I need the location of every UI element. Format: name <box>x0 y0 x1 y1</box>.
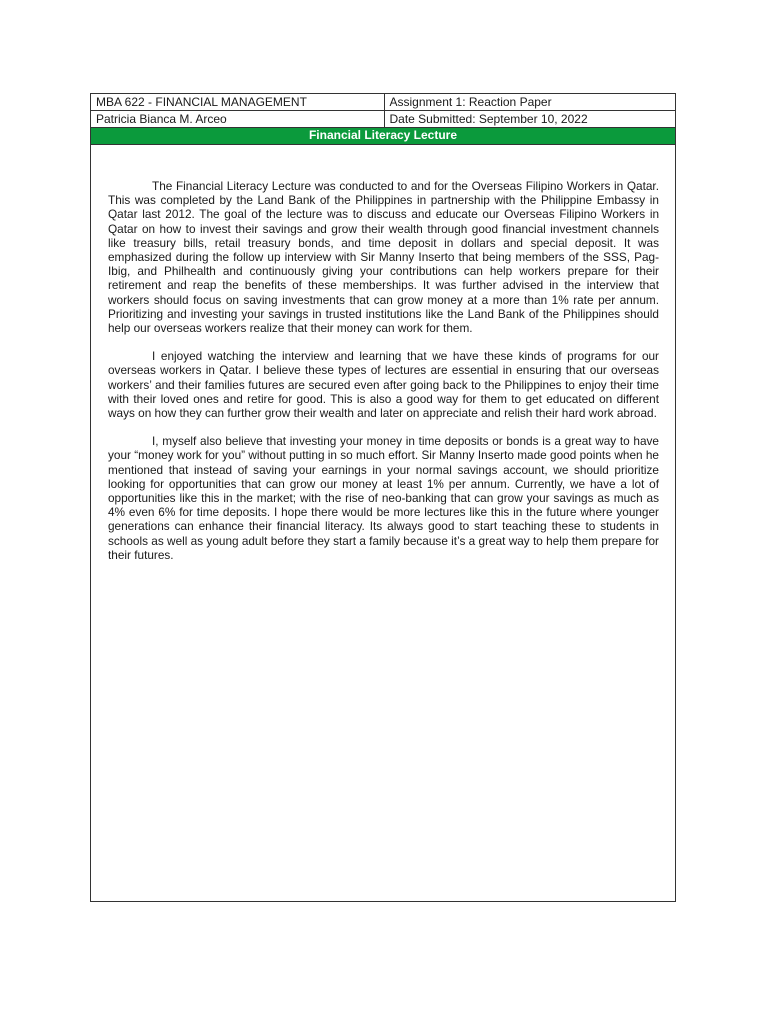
assignment-cell: Assignment 1: Reaction Paper <box>384 94 675 111</box>
document-body <box>91 145 675 901</box>
header-row-1 <box>91 94 675 111</box>
author-cell: Patricia Bianca M. Arceo <box>91 111 384 128</box>
document-title: Financial Literacy Lecture <box>91 128 675 145</box>
document-sheet <box>90 93 676 902</box>
course-cell: MBA 622 - FINANCIAL MANAGEMENT <box>91 94 384 111</box>
paragraph-2: I enjoyed watching the interview and learning that we have these kinds of programs for our overseas workers in Qatar. I believe these types of lectures are essential in ensuring that our overseas workers’ and their families futures are secured even after going back to the Philippines to enjoy their time with their loved ones and retire for good. This is also a good way for them to get educated on different ways on how they can further grow their wealth and later on appreciate and relish their hard work abroad. <box>108 349 659 421</box>
header-table <box>91 94 675 128</box>
paragraph-3: I, myself also believe that investing your money in time deposits or bonds is a great way to have your “money work for you” without putting in so much effort. Sir Manny Inserto made good points when he mentioned that instead of saving your earnings in your normal savings account, we should prioritize looking for opportunities that can grow our money at least 1% per annum. Currently, we have a lot of opportunities like this in the market; with the rise of neo-banking that can grow your savings as much as 4% even 6% for time deposits. I hope there would be more lectures like this in the future where younger generations can enhance their financial literacy. Its always good to start teaching these to students in schools as well as young adult before they start a family because it’s a great way to help them prepare for their futures. <box>108 434 659 562</box>
paragraph-1: The Financial Literacy Lecture was conducted to and for the Overseas Filipino Workers in Qatar. This was completed by the Land Bank of the Philippines in partnership with the Philippine Embassy in Qatar last 2012. The goal of the lecture was to discuss and educate our Overseas Filipino Workers in Qatar on how to invest their savings and grow their wealth through good financial investment channels like treasury bills, retail treasury bonds, and time deposit in dollars and special deposit. It was emphasized during the follow up interview with Sir Manny Inserto that being members of the SSS, Pag-Ibig, and Philhealth and continuously giving your contributions can help workers prepare for their retirement and reap the benefits of these memberships. It was further advised in the interview that workers should focus on saving investments that can grow money at a more than 1% rate per annum. Prioritizing and investing your savings in trusted institutions like the Land Bank of the Philippines should help our overseas workers realize that their money can work for them. <box>108 179 659 336</box>
date-submitted-cell: Date Submitted: September 10, 2022 <box>384 111 675 128</box>
header-row-2 <box>91 111 675 128</box>
